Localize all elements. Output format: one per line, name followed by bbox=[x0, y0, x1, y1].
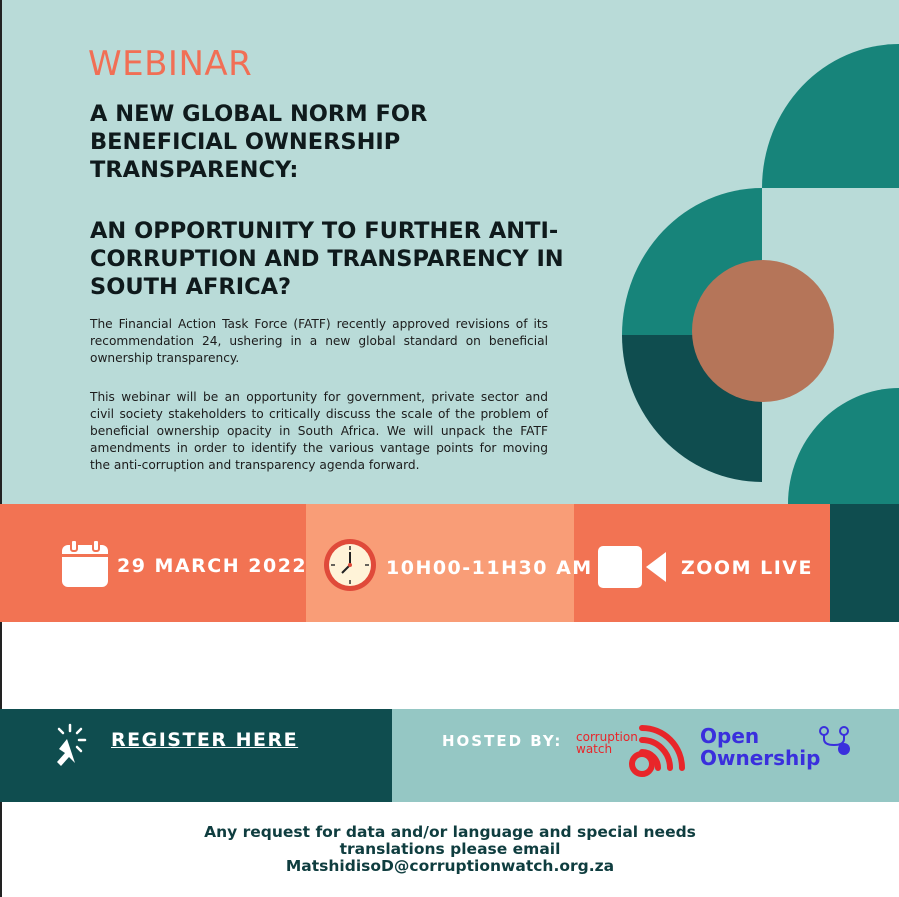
calendar-icon bbox=[61, 540, 109, 588]
page-title: A NEW GLOBAL NORM FOR BENEFICIAL OWNERSHIP TRANSPARENCY: bbox=[90, 101, 428, 183]
brown-circle bbox=[692, 260, 834, 402]
teal-quarter-top bbox=[762, 44, 899, 188]
contact-note: Any request for data and/or language and special needs translations please email MatshidisoD@corruptionwatch.org.za bbox=[150, 824, 750, 875]
register-link[interactable]: REGISTER HERE bbox=[111, 729, 299, 751]
corruption-watch-logo-text: corruption watch bbox=[576, 730, 638, 756]
corruption-watch-logo-icon bbox=[622, 718, 686, 780]
description-paragraph: This webinar will be an opportunity for government, private sector and civil society stakeholders to critically discuss the scale of the problem of beneficial ownership opacity in South Africa. We will unpack the FATF amendments in order to identify the various vantage points for moving the anti-corruption and transparency agenda forward. bbox=[90, 390, 548, 472]
clock-icon bbox=[323, 538, 377, 592]
event-date: 29 MARCH 2022 bbox=[117, 555, 308, 577]
teal-quarter-right bbox=[788, 388, 899, 504]
contact-email[interactable]: MatshidisoD@corruptionwatch.org.za bbox=[285, 857, 615, 875]
webinar-label: WEBINAR bbox=[88, 44, 253, 84]
corner-panel bbox=[830, 504, 899, 622]
event-platform: ZOOM LIVE bbox=[681, 557, 813, 579]
hosted-by-label: HOSTED BY: bbox=[442, 732, 563, 750]
intro-paragraph: The Financial Action Task Force (FATF) recently approved revisions of its recommendation 24, ushering in a new global standard on beneficial ownership transparency. bbox=[90, 317, 548, 365]
open-ownership-logo-text: Open Ownership bbox=[700, 724, 821, 770]
video-camera-icon bbox=[598, 546, 668, 588]
event-time: 10H00-11H30 AM bbox=[386, 557, 593, 579]
open-ownership-logo-icon bbox=[818, 725, 852, 757]
page-subtitle: AN OPPORTUNITY TO FURTHER ANTI-CORRUPTION AND TRANSPARENCY IN SOUTH AFRICA? bbox=[90, 218, 564, 300]
cursor-click-icon bbox=[45, 723, 91, 769]
